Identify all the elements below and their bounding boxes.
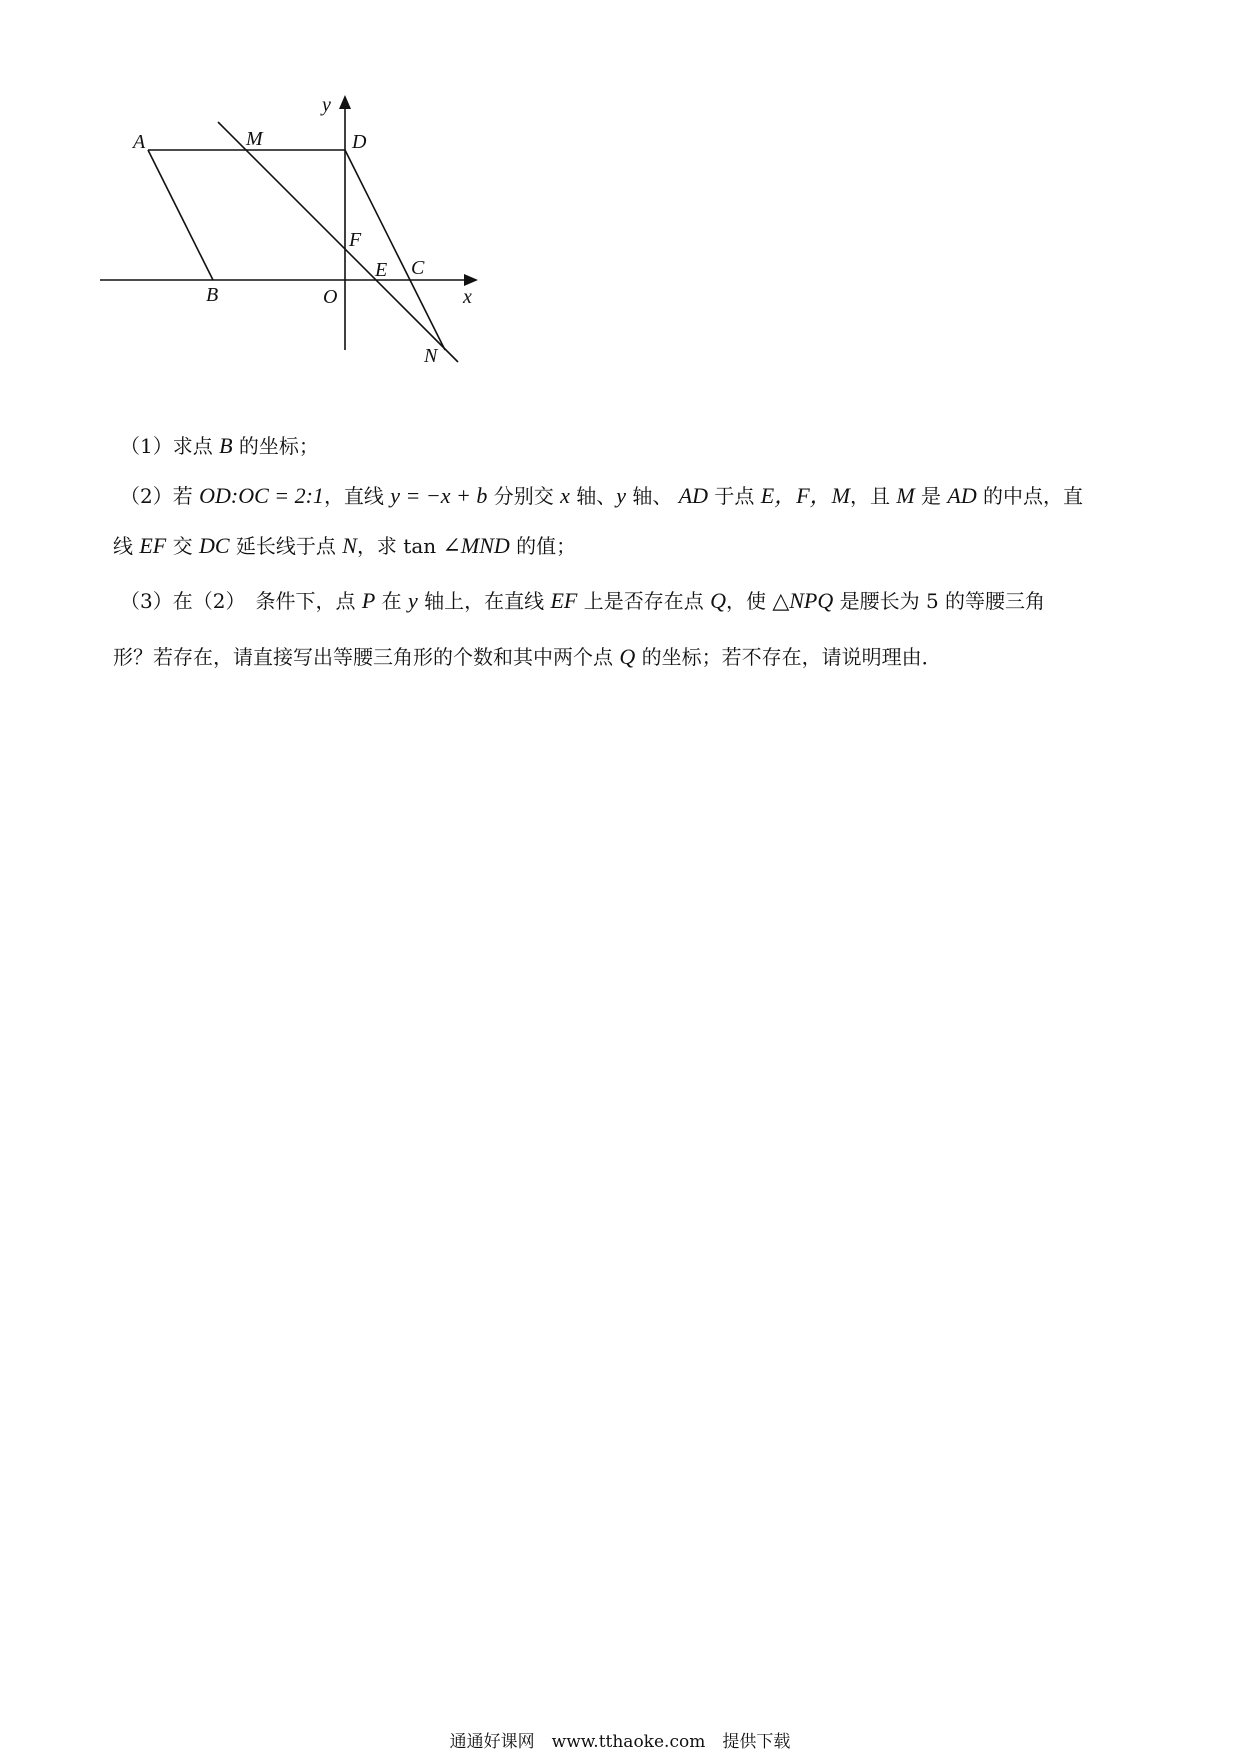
question-1: （1）求点 B 的坐标； xyxy=(120,433,319,458)
label-N: N xyxy=(424,345,438,367)
label-x: x xyxy=(463,286,472,308)
question-number: （1） xyxy=(120,434,173,458)
line-EF xyxy=(218,122,458,362)
question-3-continued: 形？若存在，请直接写出等腰三角形的个数和其中两个点 Q 的坐标；若不存在，请说明理由． xyxy=(113,644,942,669)
geometry-figure xyxy=(100,95,540,415)
label-B: B xyxy=(206,284,219,306)
label-D: D xyxy=(352,131,367,153)
question-number: （3） xyxy=(120,589,173,613)
label-A: A xyxy=(133,131,146,153)
label-C: C xyxy=(411,257,425,279)
question-2: （2）若 OD:OC = 2:1，直线 y = −x + b 分别交 x 轴、y 轴、 AD 于点 E，F，M，且 M 是 AD 的中点，直 xyxy=(120,483,1084,508)
question-2-continued: 线 EF 交 DC 延长线于点 N，求 tan ∠MND 的值； xyxy=(113,533,577,558)
segment-AB xyxy=(148,150,213,280)
label-E: E xyxy=(375,259,388,281)
label-M: M xyxy=(246,128,263,150)
question-3: （3）在（2） 条件下，点 P 在 y 轴上，在直线 EF 上是否存在点 Q，使 △NPQ 是腰长为 5 的等腰三角 xyxy=(120,588,1046,613)
x-axis-arrow xyxy=(464,274,478,286)
label-y: y xyxy=(322,95,331,116)
label-O: O xyxy=(323,286,338,308)
y-axis-arrow xyxy=(339,95,351,109)
page-footer: 通通好课网 www.tthaoke.com 提供下载 xyxy=(449,1732,791,1752)
question-number: （2） xyxy=(120,484,173,508)
label-F: F xyxy=(349,229,362,251)
